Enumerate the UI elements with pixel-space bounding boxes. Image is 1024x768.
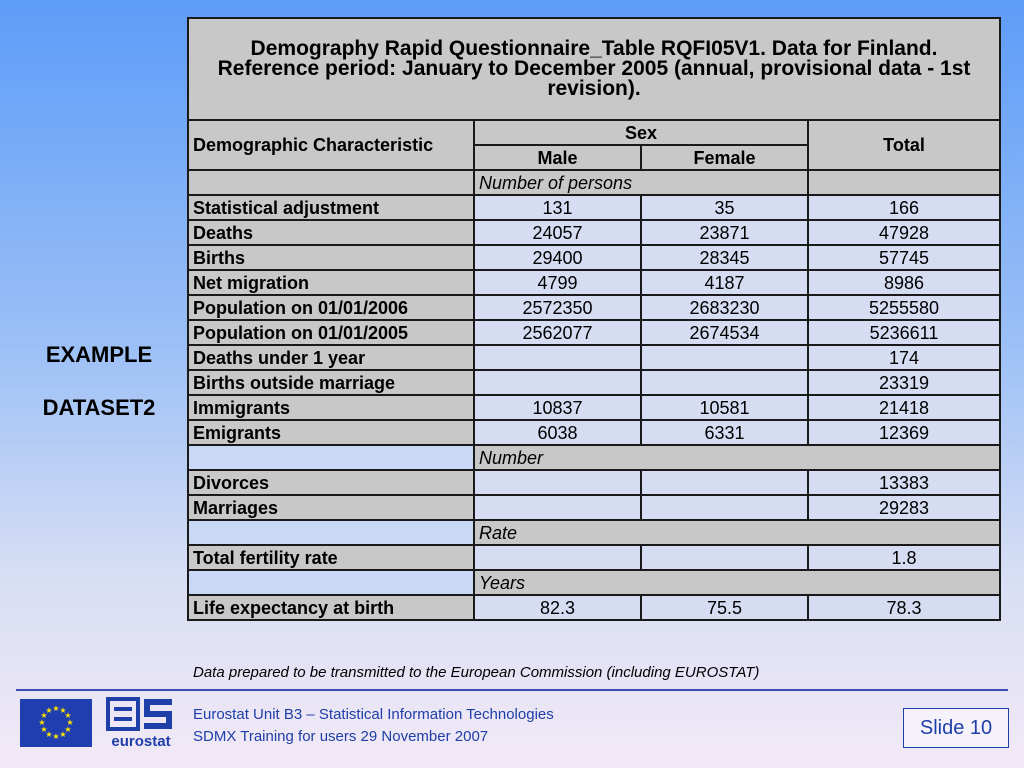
table-row (188, 595, 1000, 620)
cell-total: 21418 (808, 395, 1000, 420)
unit-row-total-spacer (808, 170, 1000, 195)
cell-total: 78.3 (808, 595, 1000, 620)
cell-female: 10581 (641, 395, 808, 420)
table-row (188, 295, 1000, 320)
cell-female (641, 495, 808, 520)
table-row (188, 245, 1000, 270)
row-label: Total fertility rate (188, 545, 474, 570)
footer-divider (16, 689, 1008, 691)
header-female: Female (641, 145, 808, 170)
cell-total: 5255580 (808, 295, 1000, 320)
svg-text:★: ★ (40, 725, 48, 734)
footer-unit: Eurostat Unit B3 – Statistical Information Technologies (193, 706, 554, 723)
cell-male (474, 470, 641, 495)
cell-female (641, 345, 808, 370)
eurostat-logo-text: eurostat (111, 733, 171, 749)
cell-female: 4187 (641, 270, 808, 295)
row-label: Population on 01/01/2005 (188, 320, 474, 345)
cell-female (641, 370, 808, 395)
slide-number: Slide 10 (903, 708, 1009, 748)
svg-text:★: ★ (52, 732, 60, 741)
cell-total: 5236611 (808, 320, 1000, 345)
cell-male (474, 345, 641, 370)
row-label: Emigrants (188, 420, 474, 445)
unit-row-spacer (188, 445, 474, 470)
cell-male: 82.3 (474, 595, 641, 620)
header-characteristic: Demographic Characteristic (188, 120, 474, 170)
svg-text:★: ★ (40, 711, 48, 720)
row-label: Net migration (188, 270, 474, 295)
svg-text:★: ★ (45, 730, 53, 739)
cell-male: 2572350 (474, 295, 641, 320)
cell-female: 35 (641, 195, 808, 220)
table-row (188, 495, 1000, 520)
row-label: Divorces (188, 470, 474, 495)
header-total: Total (808, 120, 1000, 170)
unit-row (188, 570, 1000, 595)
cell-male (474, 370, 641, 395)
svg-text:★: ★ (59, 706, 67, 715)
cell-total: 57745 (808, 245, 1000, 270)
table-row (188, 420, 1000, 445)
cell-male: 29400 (474, 245, 641, 270)
table-row (188, 320, 1000, 345)
unit-row-spacer (188, 570, 474, 595)
cell-total: 13383 (808, 470, 1000, 495)
row-label: Life expectancy at birth (188, 595, 474, 620)
cell-total: 166 (808, 195, 1000, 220)
cell-female: 28345 (641, 245, 808, 270)
cell-total: 8986 (808, 270, 1000, 295)
cell-female: 6331 (641, 420, 808, 445)
unit-row (188, 170, 1000, 195)
svg-text:★: ★ (38, 718, 46, 727)
table-row (188, 195, 1000, 220)
table-title: Demography Rapid Questionnaire_Table RQFI05V1. Data for Finland. Reference period: January to December 2005 (annual, provisional data - 1st revision). (188, 18, 1000, 120)
cell-male: 6038 (474, 420, 641, 445)
side-label-example: EXAMPLE (45, 342, 153, 367)
unit-row-spacer (188, 170, 474, 195)
table-row (188, 270, 1000, 295)
cell-female (641, 545, 808, 570)
svg-text:★: ★ (66, 718, 74, 727)
footnote: Data prepared to be transmitted to the European Commission (including EUROSTAT) (193, 664, 760, 681)
cell-male (474, 495, 641, 520)
cell-female: 2674534 (641, 320, 808, 345)
svg-text:★: ★ (59, 730, 67, 739)
cell-female: 2683230 (641, 295, 808, 320)
eu-flag-icon (20, 699, 92, 747)
row-label: Deaths under 1 year (188, 345, 474, 370)
cell-total: 174 (808, 345, 1000, 370)
data-table (187, 17, 1001, 621)
row-label: Births outside marriage (188, 370, 474, 395)
table-row (188, 370, 1000, 395)
cell-male (474, 545, 641, 570)
header-male: Male (474, 145, 641, 170)
row-label: Statistical adjustment (188, 195, 474, 220)
row-label: Deaths (188, 220, 474, 245)
unit-row (188, 520, 1000, 545)
cell-total: 29283 (808, 495, 1000, 520)
cell-total: 23319 (808, 370, 1000, 395)
cell-female (641, 470, 808, 495)
cell-male: 2562077 (474, 320, 641, 345)
table-row (188, 345, 1000, 370)
footer-training: SDMX Training for users 29 November 2007 (193, 728, 489, 745)
cell-male: 10837 (474, 395, 641, 420)
unit-row (188, 445, 1000, 470)
unit-label: Number (474, 445, 1000, 470)
eurostat-logo-icon (106, 697, 176, 749)
cell-female: 23871 (641, 220, 808, 245)
cell-female: 75.5 (641, 595, 808, 620)
cell-total: 47928 (808, 220, 1000, 245)
cell-male: 131 (474, 195, 641, 220)
svg-text:★: ★ (64, 711, 72, 720)
table-row (188, 220, 1000, 245)
table-row (188, 545, 1000, 570)
cell-total: 1.8 (808, 545, 1000, 570)
row-label: Immigrants (188, 395, 474, 420)
unit-label: Rate (474, 520, 1000, 545)
svg-text:★: ★ (45, 706, 53, 715)
row-label: Births (188, 245, 474, 270)
cell-total: 12369 (808, 420, 1000, 445)
cell-male: 4799 (474, 270, 641, 295)
unit-label: Number of persons (474, 170, 808, 195)
svg-text:★: ★ (52, 704, 60, 713)
table-row (188, 470, 1000, 495)
svg-text:★: ★ (64, 725, 72, 734)
cell-male: 24057 (474, 220, 641, 245)
header-sex: Sex (474, 120, 808, 145)
row-label: Population on 01/01/2006 (188, 295, 474, 320)
table-row (188, 395, 1000, 420)
unit-label: Years (474, 570, 1000, 595)
unit-row-spacer (188, 520, 474, 545)
side-label-dataset: DATASET2 (42, 395, 156, 420)
row-label: Marriages (188, 495, 474, 520)
